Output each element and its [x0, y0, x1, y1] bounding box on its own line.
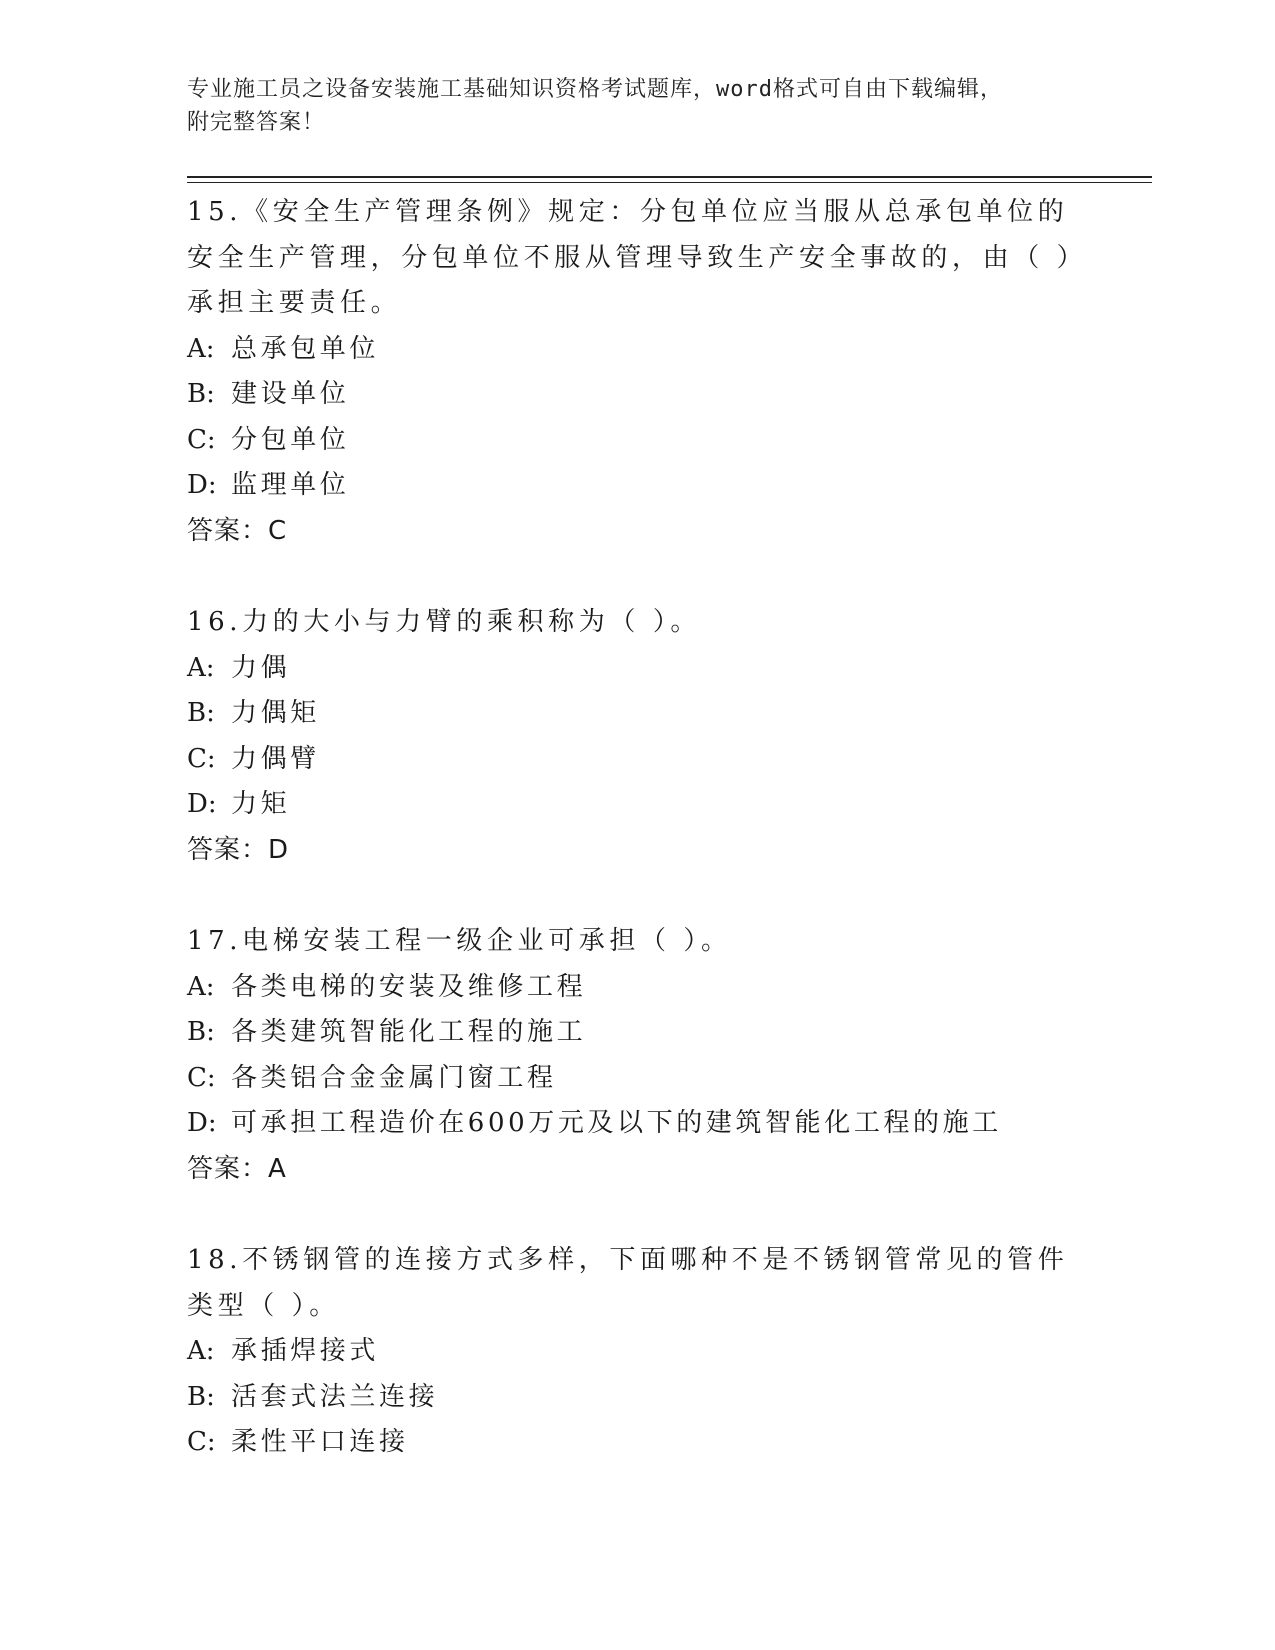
question-text: 18.不锈钢管的连接方式多样，下面哪种不是不锈钢管常见的管件类型（ ）。	[187, 1245, 1069, 1321]
option-b	[187, 691, 1087, 737]
question-17	[187, 919, 1087, 1192]
option-c	[187, 737, 1087, 783]
option-letter: C:	[187, 1062, 216, 1093]
option-letter: A:	[187, 1336, 215, 1366]
header-line-2: 附完整答案！	[187, 110, 326, 135]
option-letter: B:	[187, 379, 215, 409]
option-b	[187, 1010, 1087, 1056]
question-16	[187, 600, 1087, 873]
option-letter: D:	[187, 470, 217, 500]
option-letter: C:	[187, 1427, 216, 1457]
option-text: 建设单位	[231, 379, 350, 409]
option-text: 监理单位	[231, 470, 350, 500]
option-letter: C:	[187, 424, 216, 455]
option-text: 各类电梯的安装及维修工程	[231, 971, 587, 1002]
option-d	[187, 1101, 1087, 1147]
option-text: 承插焊接式	[231, 1336, 380, 1366]
question-list	[187, 190, 1087, 1512]
option-letter: B:	[187, 1381, 215, 1412]
document-header	[187, 73, 1067, 139]
option-letter: D:	[187, 1108, 217, 1138]
question-18	[187, 1238, 1087, 1466]
answer-label: 答案：A	[187, 1153, 287, 1184]
option-a	[187, 965, 1087, 1011]
option-text: 力偶	[231, 652, 291, 683]
option-text: 柔性平口连接	[231, 1427, 409, 1457]
option-a	[187, 1329, 1087, 1375]
option-letter: A:	[187, 971, 215, 1002]
option-text: 各类建筑智能化工程的施工	[231, 1017, 587, 1047]
option-c	[187, 1420, 1087, 1466]
header-divider-thin	[187, 182, 1152, 183]
question-text: 15.《安全生产管理条例》规定：分包单位应当服从总承包单位的安全生产管理，分包单位不服从管理导致生产安全事故的，由（ ）承担主要责任。	[187, 197, 1075, 318]
option-letter: D:	[187, 789, 217, 819]
option-d	[187, 782, 1087, 828]
option-letter: C:	[187, 743, 216, 774]
answer-label: 答案：D	[187, 834, 290, 865]
option-letter: B:	[187, 1017, 215, 1047]
option-text: 可承担工程造价在600万元及以下的建筑智能化工程的施工	[231, 1108, 1002, 1138]
question-text: 16.力的大小与力臂的乘积称为（ ）。	[187, 607, 702, 637]
option-letter: B:	[187, 698, 215, 728]
option-b	[187, 1375, 1087, 1421]
option-a	[187, 327, 1087, 373]
question-15	[187, 190, 1087, 554]
answer-label: 答案：C	[187, 515, 288, 546]
option-text: 总承包单位	[231, 333, 380, 364]
option-c	[187, 418, 1087, 464]
option-text: 分包单位	[231, 424, 350, 455]
option-b	[187, 372, 1087, 418]
option-d	[187, 463, 1087, 509]
option-text: 各类铝合金金属门窗工程	[231, 1062, 557, 1093]
question-text: 17.电梯安装工程一级企业可承担（ ）。	[187, 926, 732, 956]
option-text: 活套式法兰连接	[231, 1381, 439, 1412]
option-text: 力偶臂	[231, 743, 320, 774]
header-line-1: 专业施工员之设备安装施工基础知识资格考试题库，word格式可自由下载编辑，	[187, 77, 1003, 102]
option-text: 力偶矩	[231, 698, 320, 728]
option-letter: A:	[187, 333, 215, 364]
option-a	[187, 646, 1087, 692]
option-letter: A:	[187, 652, 215, 683]
option-text: 力矩	[231, 789, 291, 819]
option-c	[187, 1056, 1087, 1102]
header-divider-thick	[187, 176, 1152, 178]
